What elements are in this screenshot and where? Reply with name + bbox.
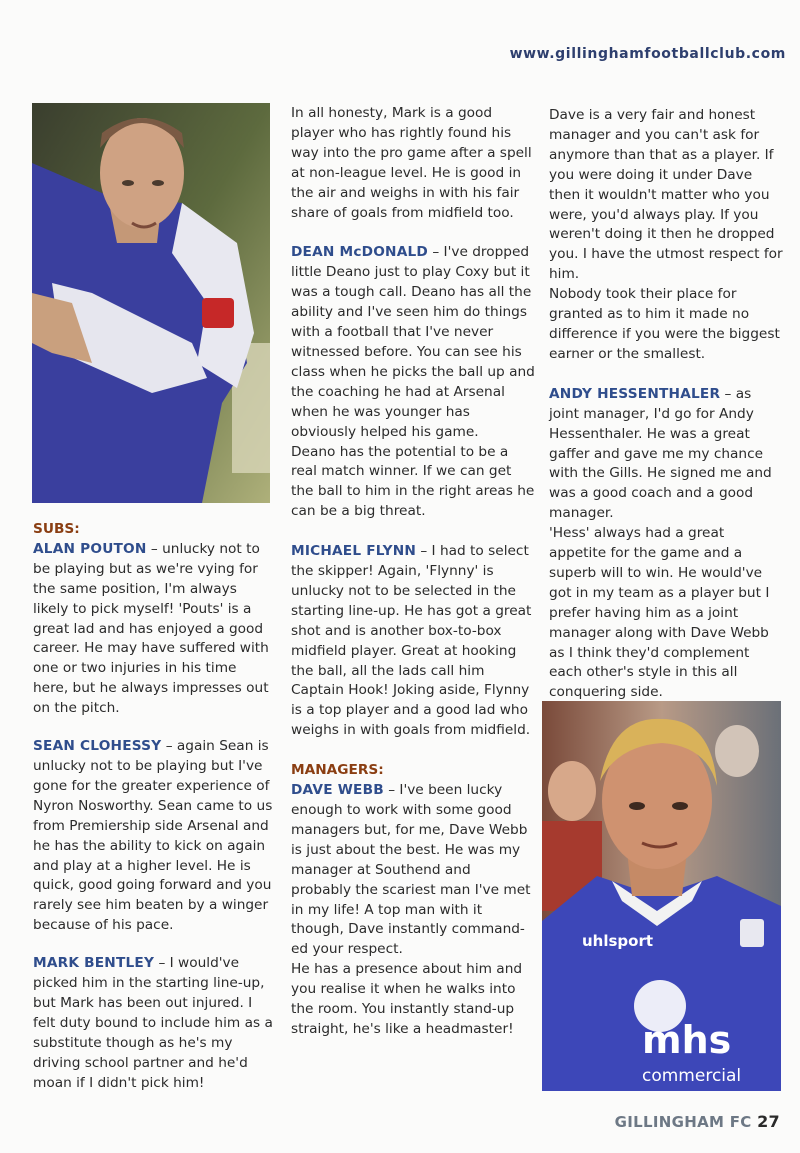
michael-flynn-paragraph	[291, 542, 535, 741]
sponsor-logo-sub: commercial	[642, 1066, 742, 1086]
subs-section	[33, 520, 273, 719]
page-number: 27	[757, 1112, 780, 1131]
dave-webb-text-2: He has a presence about him and you realise it when he walks into the room. You instantly stand-up straight, he's like a headmaster!	[291, 961, 523, 1037]
text-column-1	[33, 520, 273, 1093]
alan-pouton-text: – unlucky not to be playing but as we're vying for the same position, I'm always likely to pick myself! 'Pouts' is a great lad and has enjoyed a good career. He may have suffered with one or two injuries in his time here, but he always impresses out on the pitch.	[33, 540, 269, 717]
kit-brand: uhlsport	[582, 932, 654, 950]
dean-mcdonald-text: – I've dropped little Deano just to play Coxy but it was a tough call. Deano has all the ability and I've seen him do things with a football that I've never witnessed before. You can see his class when he picks the ball up and the coaching he had at Arsenal when he was younger has obviously helped his game.	[291, 244, 535, 440]
dave-webb-continued: Dave is a very fair and honest manager and you can't ask for anymore than that as a player. If you were doing it under Dave then it wouldn't matter who you were, you'd always play. If you weren't doing it then he dropped you. I have the utmost respect for him.	[549, 107, 783, 283]
dave-webb-continued-2: Nobody took their place for granted as to him it made no difference if you were the biggest earner or the smallest.	[549, 286, 780, 362]
text-column-3	[549, 106, 785, 703]
manager-name-andy-hessenthaler: ANDY HESSENTHALER	[549, 385, 721, 402]
andy-hessenthaler-text: – as joint manager, I'd go for Andy Hessenthaler. He was a great gaffer and gave me my chance with the Gills. He signed me and was a good coach and a good manager.	[549, 385, 772, 522]
manager-photo	[542, 701, 781, 1091]
manager-name-dave-webb: DAVE WEBB	[291, 782, 384, 799]
mark-bentley-continued: In all honesty, Mark is a good player who has rightly found his way into the pro game after a spell at non-league level. He is good in the air and weighs in with his fair share of goals from midfield too.	[291, 105, 532, 221]
andy-hessenthaler-text-2: 'Hess' always had a great appetite for the game and a superb will to win. He would've got in my team as a player but I prefer having him as a joint manager along with Dave Webb as I think they'd complement each other's style in this all conquering side.	[549, 525, 770, 701]
michael-flynn-text: – I had to select the skipper! Again, 'Flynny' is unlucky not to be selected in the starting line-up. He has got a great shot and is another box-to-box midfield player. Great at hooking the ball, all the lads call him Captain Hook! Joking aside, Flynny is a top player and a good lad who weighs in with goals from midfield.	[291, 543, 532, 739]
player-name-sean-clohessy: SEAN CLOHESSY	[33, 738, 162, 755]
website-url: www.gillinghamfootballclub.com	[509, 46, 786, 62]
page-footer	[615, 1112, 780, 1131]
sean-clohessy-paragraph	[33, 737, 273, 936]
player-photo	[32, 103, 270, 503]
player-name-michael-flynn: MICHAEL FLYNN	[291, 543, 417, 560]
sean-clohessy-text: – again Sean is unlucky not to be playing but I've gone for the greater experience of Nyron Nosworthy. Sean came to us from Premiership side Arsenal and he has the ability to kick on again and play at a higher level. He is quick, good going forward and you rarely see him beaten by a winger because of his pace.	[33, 738, 273, 934]
mark-bentley-paragraph	[33, 954, 273, 1093]
sponsor-logo-main: mhs	[642, 1018, 732, 1062]
player-name-mark-bentley: MARK BENTLEY	[33, 955, 155, 972]
dave-webb-text: – I've been lucky enough to work with some good managers but, for me, Dave Webb is just about the best. He was my manager at Southend and probably the scariest man I've met in my life! A top man with it though, Dave instantly command-ed your respect.	[291, 782, 531, 958]
section-heading-managers: MANAGERS:	[291, 762, 384, 779]
andy-hessenthaler-paragraph	[549, 385, 785, 524]
section-heading-subs: SUBS:	[33, 521, 80, 537]
footer-club-name: GILLINGHAM FC	[614, 1113, 752, 1131]
player-name-alan-pouton: ALAN POUTON	[33, 540, 147, 557]
dean-mcdonald-text-2: Deano has the potential to be a real match winner. If we can get the ball to him in the right areas he can be a big threat.	[291, 443, 535, 520]
managers-section	[291, 761, 535, 960]
text-column-2	[291, 104, 535, 1040]
player-name-dean-mcdonald: DEAN McDONALD	[291, 244, 428, 261]
dean-mcdonald-paragraph	[291, 243, 535, 442]
mark-bentley-text: – I would've picked him in the starting line-up, but Mark has been out injured. I felt duty bound to include him as a substitute though as he's my driving school partner and he'd moan if I didn't pick him!	[33, 955, 273, 1091]
